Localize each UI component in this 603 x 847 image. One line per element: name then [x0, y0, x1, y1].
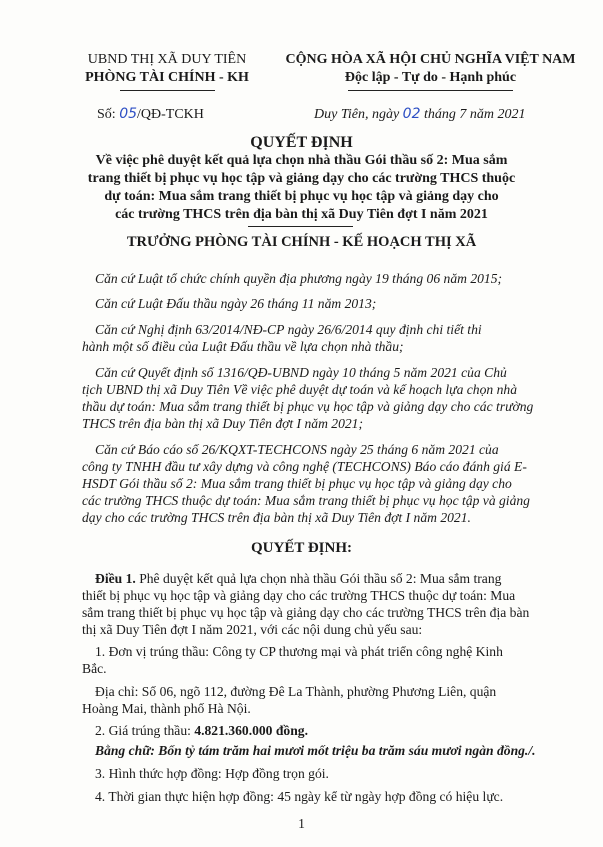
decision-title: QUYẾT ĐỊNH	[250, 134, 353, 151]
basis-5-line-2: công ty TNHH đầu tư xây dựng và công nghệ (TECHCONS) Báo cáo đánh giá E-	[82, 459, 527, 474]
basis-4-line-4: THCS trên địa bàn thị xã Duy Tiên đợt I năm 2021;	[82, 416, 364, 431]
subject-line-1: Về việc phê duyệt kết quả lựa chọn nhà thầu Gói thầu số 2: Mua sắm	[95, 153, 508, 168]
subject-line-4: các trường THCS trên địa bàn thị xã Duy Tiên đợt I năm 2021	[115, 207, 488, 222]
article-1-line-2: thiết bị phục vụ học tập và giảng dạy cho các trường THCS thuộc dự toán: Mua	[82, 588, 516, 603]
nation-motto: Độc lập - Tự do - Hạnh phúc	[344, 70, 517, 85]
document-date: Duy Tiên, ngày 02 tháng 7 năm 2021	[314, 106, 526, 122]
item-2: 2. Giá trúng thầu: 4.821.360.000 đồng.	[95, 723, 308, 738]
decision-heading: QUYẾT ĐỊNH:	[251, 540, 352, 556]
subject-line-3: dự toán: Mua sắm trang thiết bị phục vụ học tập và giảng dạy cho	[104, 189, 499, 204]
agency-name: UBND THỊ XÃ DUY TIÊN	[87, 52, 247, 67]
handwritten-number: 05	[119, 106, 138, 122]
basis-5-line-3: HSDT Gói thầu số 2: Mua sắm trang thiết bị phục vụ học tập và giảng dạy cho	[82, 476, 512, 491]
article-1-line-4: thị xã Duy Tiên đợt I năm 2021, với các nội dung chủ yếu sau:	[82, 622, 423, 637]
basis-3-line-1: Căn cứ Nghị định 63/2014/NĐ-CP ngày 26/6/2014 quy định chi tiết thi	[95, 322, 482, 337]
nation-title: CỘNG HÒA XÃ HỘI CHỦ NGHĨA VIỆT NAM	[285, 52, 576, 67]
address-line-1: Địa chỉ: Số 06, ngõ 112, đường Đê La Thành, phường Phương Liên, quận	[95, 684, 497, 699]
header-left-rule	[120, 90, 215, 91]
handwritten-date: 02	[402, 106, 421, 122]
document-number: Số: 05/QĐ-TCKH	[97, 106, 204, 122]
basis-5-line-1: Căn cứ Báo cáo số 26/KQXT-TECHCONS ngày 25 tháng 6 năm 2021 của	[95, 442, 499, 457]
header-right-rule	[348, 90, 513, 91]
item-1-line-2: Bắc.	[82, 661, 107, 676]
basis-1: Căn cứ Luật tổ chức chính quyền địa phương ngày 19 tháng 06 năm 2015;	[95, 271, 503, 286]
item-1-line-1: 1. Đơn vị trúng thầu: Công ty CP thương mại và phát triển công nghệ Kinh	[95, 644, 503, 659]
item-4: 4. Thời gian thực hiện hợp đồng: 45 ngày kể từ ngày hợp đồng có hiệu lực.	[95, 789, 504, 804]
basis-5-line-5: dạy cho các trường THCS trên địa bàn thị xã Duy Tiên đợt I năm 2021.	[82, 510, 471, 525]
address-line-2: Hoàng Mai, thành phố Hà Nội.	[82, 701, 251, 716]
basis-5-line-4: các trường THCS thuộc dự toán: Mua sắm trang thiết bị phục vụ học tập và giảng	[82, 493, 530, 508]
article-1-line-3: sắm trang thiết bị phục vụ học tập và giảng dạy cho các trường THCS trên địa bàn	[82, 605, 530, 620]
basis-3-line-2: hành một số điều của Luật Đấu thầu về lựa chọn nhà thầu;	[82, 339, 404, 354]
basis-2: Căn cứ Luật Đấu thầu ngày 26 tháng 11 năm 2013;	[95, 296, 377, 311]
subject-rule	[248, 226, 353, 227]
item-3: 3. Hình thức hợp đồng: Hợp đồng trọn gói.	[95, 766, 329, 781]
department-name: PHÒNG TÀI CHÍNH - KH	[85, 70, 249, 85]
basis-4-line-1: Căn cứ Quyết định số 1316/QĐ-UBND ngày 10 tháng 5 năm 2021 của Chủ	[95, 365, 507, 380]
basis-4-line-3: thầu dự toán: Mua sắm trang thiết bị phục vụ học tập và giảng dạy cho các trường	[82, 399, 534, 414]
subject-line-2: trang thiết bị phục vụ học tập và giảng dạy cho các trường THCS thuộc	[87, 171, 516, 186]
authority-title: TRƯỞNG PHÒNG TÀI CHÍNH - KẾ HOẠCH THỊ XÃ	[126, 234, 477, 250]
article-1-line-1: Điều 1. Phê duyệt kết quả lựa chọn nhà thầu Gói thầu số 2: Mua sắm trang	[95, 571, 502, 586]
price-in-words: Bằng chữ: Bốn tỷ tám trăm hai mươi mốt triệu ba trăm sáu mươi ngàn đồng./.	[95, 743, 536, 758]
contract-price: 4.821.360.000 đồng.	[194, 723, 308, 738]
page-number: 1	[298, 816, 305, 831]
basis-4-line-2: tịch UBND thị xã Duy Tiên Về việc phê duyệt dự toán và kế hoạch lựa chọn nhà	[82, 382, 517, 397]
